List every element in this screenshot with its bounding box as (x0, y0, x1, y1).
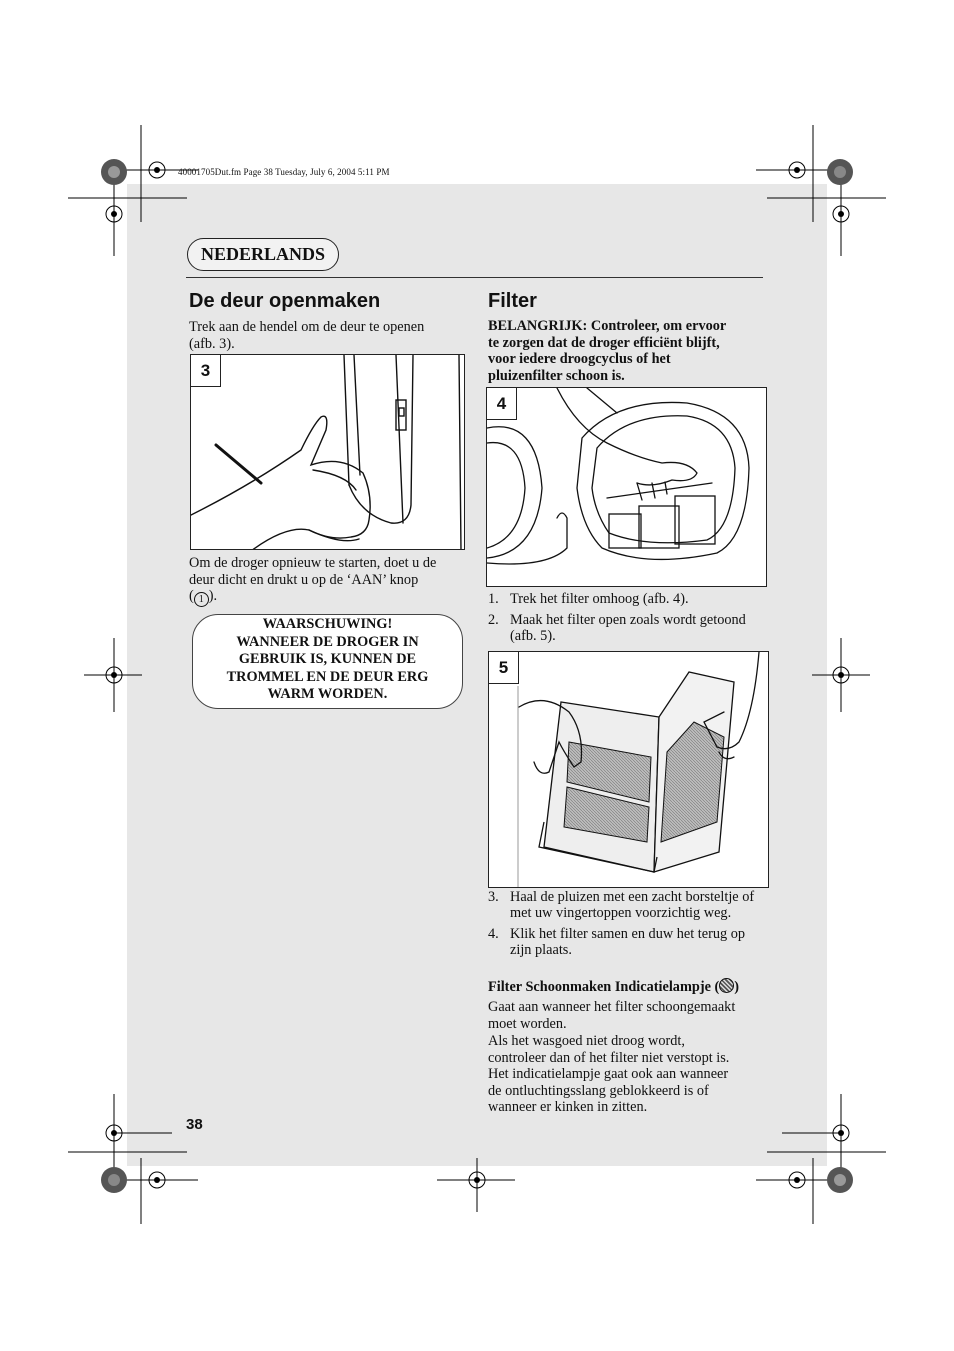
restart-line3-pre: ( (189, 588, 194, 604)
door-intro-line: (afb. 3). (189, 335, 235, 352)
steps-list-b (488, 889, 762, 963)
filter-open-illustration (489, 652, 769, 888)
indicator-line: de ontluchtingsslang geblokkeerd is of (488, 1082, 709, 1099)
important-line: pluizenfilter schoon is. (488, 367, 625, 384)
restart-instructions (189, 555, 436, 607)
door-intro (189, 319, 424, 352)
filter-section-title: Filter (488, 290, 537, 312)
restart-line (189, 588, 436, 607)
indicator-line: moet worden. (488, 1015, 567, 1032)
restart-line: deur dicht en drukt u op de ‘AAN’ knop (189, 571, 419, 588)
figure-5-number: 5 (489, 652, 519, 684)
restart-line: Om de droger opnieuw te starten, doet u de (189, 555, 437, 571)
figure-4 (486, 387, 767, 587)
power-on-icon: 1 (194, 592, 209, 607)
important-line: BELANGRIJK: Controleer, om ervoor (488, 318, 727, 334)
step-text: Klik het filter samen en duw het terug op zijn plaats. (510, 926, 746, 958)
important-notice (488, 318, 726, 384)
language-label: NEDERLANDS (187, 238, 339, 271)
step-number: 4. (488, 926, 499, 942)
indicator-line: Het indicatielampje gaat ook aan wanneer (488, 1066, 729, 1082)
indicator-heading-text: Filter Schoonmaken Indicatielampje ( (488, 979, 720, 995)
section-divider (186, 277, 763, 278)
indicator-heading (488, 978, 739, 996)
indicator-paragraph-2 (488, 1033, 729, 1116)
step-item (488, 926, 762, 958)
figure-3 (190, 354, 465, 550)
door-section-title: De deur openmaken (189, 290, 381, 312)
restart-line3-post: ). (208, 588, 218, 604)
step-number: 1. (488, 591, 499, 607)
filter-pull-illustration (487, 388, 767, 587)
door-opening-illustration (191, 355, 465, 550)
figure-4-number: 4 (487, 388, 517, 420)
indicator-line: Gaat aan wanneer het filter schoongemaakt (488, 999, 736, 1015)
warning-line: WAARSCHUWING! (262, 616, 393, 632)
warning-line: TROMMEL EN DE DEUR ERG (226, 668, 429, 685)
step-number: 3. (488, 889, 499, 905)
step-item (488, 591, 762, 607)
step-item (488, 889, 762, 921)
warning-line: WANNEER DE DROGER IN (236, 633, 419, 650)
warning-line: WARM WORDEN. (267, 686, 388, 702)
warning-line: GEBRUIK IS, KUNNEN DE (238, 651, 417, 667)
filter-indicator-icon (719, 978, 734, 993)
figure-5 (488, 651, 769, 888)
indicator-heading-close: ) (734, 979, 740, 995)
important-line: te zorgen dat de droger efficiënt blijft, (488, 334, 720, 351)
page-number: 38 (186, 1116, 203, 1133)
indicator-line: Als het wasgoed niet droog wordt, (488, 1033, 685, 1049)
important-line: voor iedere droogcyclus of het (488, 351, 671, 367)
step-text: Haal de pluizen met een zacht borsteltje of met uw vingertoppen voorzichtig weg. (510, 889, 755, 921)
indicator-paragraph-1 (488, 999, 735, 1032)
step-number: 2. (488, 612, 499, 628)
steps-list-a (488, 591, 762, 649)
indicator-line: controleer dan of het filter niet verstopt is. (488, 1049, 730, 1066)
warning-box (192, 614, 463, 709)
step-text: Maak het filter open zoals wordt getoond (afb. 5). (510, 612, 746, 644)
figure-3-number: 3 (191, 355, 221, 387)
step-item (488, 612, 762, 644)
indicator-line: wanneer er kinken in zitten. (488, 1099, 648, 1115)
door-intro-line: Trek aan de hendel om de deur te openen (189, 319, 425, 335)
print-header: 40001705Dut.fm Page 38 Tuesday, July 6, 2004 5:11 PM (178, 167, 390, 177)
step-text: Trek het filter omhoog (afb. 4). (510, 591, 689, 607)
